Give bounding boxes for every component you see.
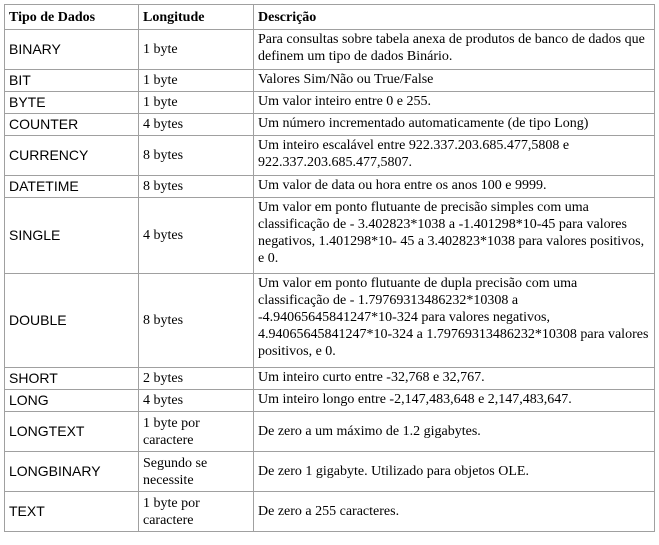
table-row: [5, 368, 655, 390]
cell-type: SHORT: [5, 368, 139, 390]
cell-description: Para consultas sobre tabela anexa de produtos de banco de dados que definem um tipo de dados Binário.: [254, 30, 655, 70]
cell-description: Um valor em ponto flutuante de dupla precisão com uma classificação de - 1.79769313486232*10308 a -4.94065645841247*10-324 para valores negativos, 4.94065645841247*10-324 a 1.79769313486232*10308 para valores positivos, e 0.: [254, 274, 655, 368]
cell-description: De zero a 255 caracteres.: [254, 492, 655, 532]
header-description: Descrição: [254, 5, 655, 30]
cell-type: LONGBINARY: [5, 452, 139, 492]
cell-length: Segundo se necessite: [139, 452, 254, 492]
header-row: [5, 5, 655, 30]
cell-description: Um valor de data ou hora entre os anos 100 e 9999.: [254, 176, 655, 198]
cell-description: Um inteiro longo entre -2,147,483,648 e 2,147,483,647.: [254, 390, 655, 412]
cell-type: BYTE: [5, 92, 139, 114]
table-row: [5, 452, 655, 492]
cell-type: DOUBLE: [5, 274, 139, 368]
cell-length: 1 byte: [139, 30, 254, 70]
table-row: [5, 412, 655, 452]
cell-length: 1 byte por caractere: [139, 492, 254, 532]
cell-description: Um valor inteiro entre 0 e 255.: [254, 92, 655, 114]
cell-length: 4 bytes: [139, 390, 254, 412]
cell-type: TEXT: [5, 492, 139, 532]
cell-length: 8 bytes: [139, 176, 254, 198]
cell-length: 4 bytes: [139, 198, 254, 274]
table-row: [5, 70, 655, 92]
cell-type: CURRENCY: [5, 136, 139, 176]
table-row: [5, 198, 655, 274]
cell-length: 1 byte: [139, 92, 254, 114]
cell-length: 2 bytes: [139, 368, 254, 390]
cell-type: SINGLE: [5, 198, 139, 274]
cell-length: 4 bytes: [139, 114, 254, 136]
cell-description: Um valor em ponto flutuante de precisão simples com uma classificação de - 3.402823*1038 a -1.401298*10-45 para valores negativos, 1.401298*10- 45 a 3.402823*1038 para valores positivos, e 0.: [254, 198, 655, 274]
cell-description: Um número incrementado automaticamente (de tipo Long): [254, 114, 655, 136]
cell-type: BINARY: [5, 30, 139, 70]
cell-description: Valores Sim/Não ou True/False: [254, 70, 655, 92]
cell-length: 1 byte: [139, 70, 254, 92]
table-row: [5, 136, 655, 176]
table-row: [5, 390, 655, 412]
cell-description: De zero 1 gigabyte. Utilizado para objetos OLE.: [254, 452, 655, 492]
cell-length: 1 byte por caractere: [139, 412, 254, 452]
header-type: Tipo de Dados: [5, 5, 139, 30]
table-row: [5, 492, 655, 532]
table-row: [5, 114, 655, 136]
table-row: [5, 92, 655, 114]
cell-type: COUNTER: [5, 114, 139, 136]
table-row: [5, 30, 655, 70]
header-length: Longitude: [139, 5, 254, 30]
cell-type: DATETIME: [5, 176, 139, 198]
cell-type: BIT: [5, 70, 139, 92]
table-row: [5, 274, 655, 368]
data-types-table: [4, 4, 655, 532]
table-row: [5, 176, 655, 198]
cell-length: 8 bytes: [139, 274, 254, 368]
cell-description: Um inteiro escalável entre 922.337.203.685.477,5808 e 922.337.203.685.477,5807.: [254, 136, 655, 176]
cell-type: LONG: [5, 390, 139, 412]
cell-description: De zero a um máximo de 1.2 gigabytes.: [254, 412, 655, 452]
cell-description: Um inteiro curto entre -32,768 e 32,767.: [254, 368, 655, 390]
cell-type: LONGTEXT: [5, 412, 139, 452]
cell-length: 8 bytes: [139, 136, 254, 176]
